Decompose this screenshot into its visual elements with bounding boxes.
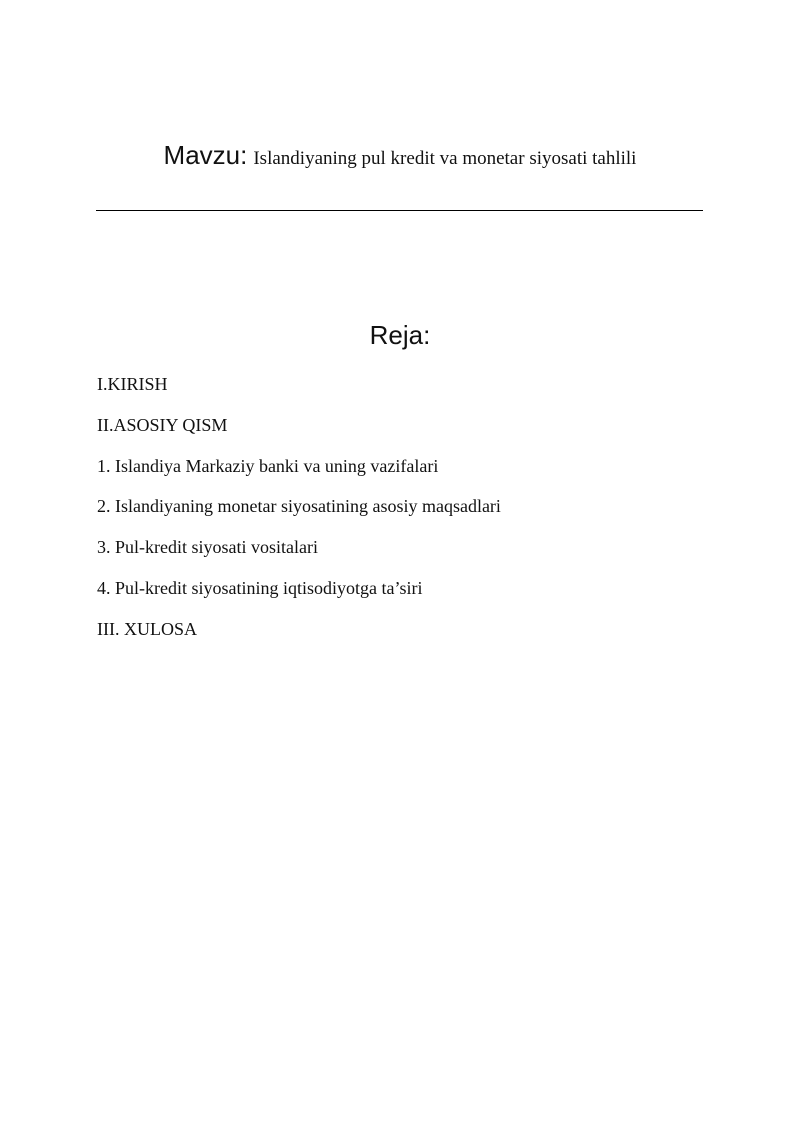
- plan-item-1: 1. Islandiya Markaziy banki va uning vazifalari: [97, 455, 439, 476]
- plan-list: [97, 373, 501, 659]
- plan-item-conclusion: III. XULOSA: [97, 618, 197, 639]
- horizontal-rule: [96, 210, 703, 211]
- plan-item-2: 2. Islandiyaning monetar siyosatining asosiy maqsadlari: [97, 496, 501, 517]
- plan-item-4: 4. Pul-kredit siyosatining iqtisodiyotga ta’siri: [97, 577, 423, 598]
- topic-title: Islandiyaning pul kredit va monetar siyosati tahlili: [253, 148, 637, 169]
- topic-line: [0, 140, 800, 171]
- plan-item-main-part: II.ASOSIY QISM: [97, 414, 228, 435]
- plan-item-3: 3. Pul-kredit siyosati vositalari: [97, 537, 318, 558]
- topic-label: Mavzu:: [163, 140, 248, 170]
- plan-heading: Reja:: [369, 320, 431, 350]
- plan-item-introduction: I.KIRISH: [97, 374, 168, 394]
